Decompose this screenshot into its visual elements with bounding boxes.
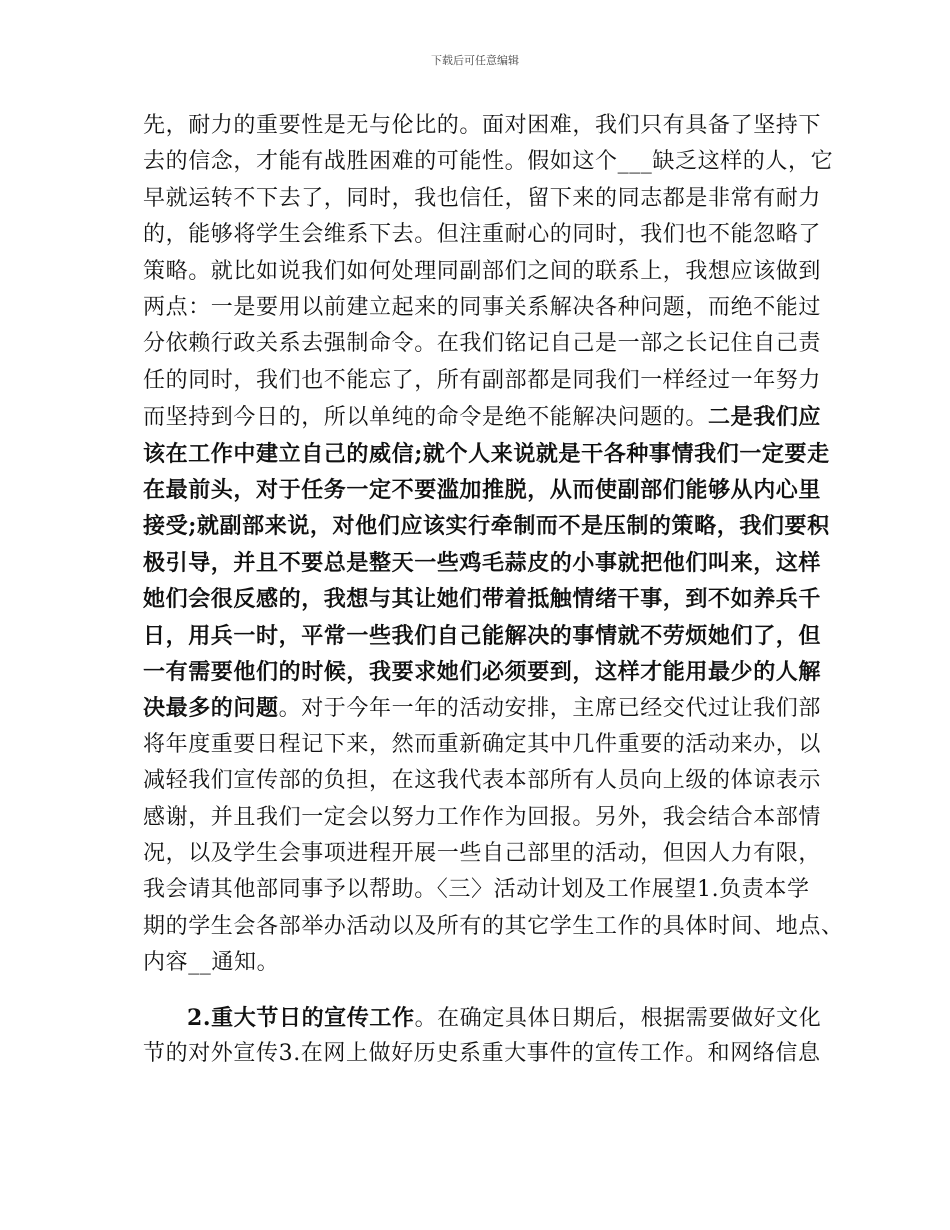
text-line [143, 217, 821, 253]
text-line [143, 763, 821, 799]
page-header: 下载后可任意编辑 [431, 54, 519, 67]
text-line [187, 1000, 821, 1037]
text-line [143, 690, 821, 727]
text-run: 期的学生会各部举办活动以及所有的其它学生工作的具体时间、地点、 [143, 913, 844, 939]
text-line [143, 1036, 821, 1072]
bold-text: 2.重大节日的宣传工作 [187, 1005, 415, 1031]
text-run: 我会请其他部同事予以帮助。〈三〉活动计划及工作展望1.负责本学 [143, 877, 810, 903]
bold-text: 在最前头，对于任务一定不要滥加推脱，从而使副部们能够从内心里 [143, 477, 822, 503]
text-line [143, 144, 833, 180]
bold-text: 二是我们应 [708, 404, 822, 431]
text-run: 而坚持到今日的，所以单纯的命令是绝不能解决问题的。 [143, 405, 709, 431]
text-run: 减轻我们宣传部的负担，在这我代表本部所有人员向上级的体谅表示 [143, 768, 822, 794]
text-run: 策略。就比如说我们如何处理同副部们之间的联系上，我想应该做到 [143, 258, 822, 284]
bold-text: 接受;就副部来说，对他们应该实行牵制而不是压制的策略，我们要积 [143, 513, 830, 540]
text-run: 。对于今年一年的活动安排，主席已经交代过让我们部 [278, 696, 822, 722]
text-line [143, 326, 821, 362]
bold-text: 日，用兵一时，平常一些我们自己能解决的事情就不劳烦她们了，但 [143, 622, 822, 649]
text-line [143, 545, 821, 582]
text-run: 早就运转不下去了，同时，我也信任，留下来的同志都是非常有耐力 [143, 185, 822, 211]
text-line [143, 508, 830, 545]
text-line [143, 181, 821, 217]
text-line [143, 909, 844, 945]
text-line [143, 654, 821, 691]
text-run: 节的对外宣传3.在网上做好历史系重大事件的宣传工作。和网络信息 [143, 1041, 821, 1066]
text-line [143, 727, 821, 763]
bold-text: 决最多的问题 [143, 695, 279, 722]
text-line [143, 581, 821, 618]
text-line [143, 254, 821, 290]
text-line [143, 436, 830, 473]
text-run: 的，能够将学生会维系下去。但注重耐心的同时，我们也不能忽略了 [143, 222, 822, 248]
text-line [143, 108, 821, 144]
text-run: 。在确定具体日期后，根据需要做好文化 [414, 1006, 822, 1031]
text-run: 将年度重要日程记下来，然而重新确定其中几件重要的活动来办，以 [143, 731, 822, 757]
text-line [143, 290, 821, 326]
text-line [143, 363, 821, 399]
text-run: 内容__通知。 [143, 950, 280, 976]
bold-text: 一有需要他们的时候，我要求她们必须要到，这样才能用最少的人解 [143, 659, 822, 685]
text-run: 去的信念，才能有战胜困难的可能性。假如这个___缺乏这样的人，它 [143, 149, 834, 175]
text-run: 先，耐力的重要性是无与伦比的。面对困难，我们只有具备了坚持下 [143, 113, 822, 138]
text-line [143, 872, 810, 908]
text-run: 两点：一是要用以前建立起来的同事关系解决各种问题，而绝不能过 [143, 295, 822, 320]
text-line [143, 618, 821, 655]
bold-text: 该在工作中建立自己的威信;就个人来说就是干各种事情我们一定要走 [143, 440, 830, 467]
bold-text: 极引导，并且不要总是整天一些鸡毛蒜皮的小事就把他们叫来，这样 [143, 549, 822, 576]
text-run: 感谢，并且我们一定会以努力工作作为回报。另外，我会结合本部情 [143, 804, 822, 830]
text-line [143, 800, 821, 836]
text-run: 分依赖行政关系去强制命令。在我们铭记自己是一部之长记住自己责 [143, 331, 822, 357]
text-run: 况，以及学生会事项进程开展一些自己部里的活动，但因人力有限， [143, 841, 822, 866]
text-line [143, 399, 821, 436]
text-run: 任的同时，我们也不能忘了，所有副部都是同我们一样经过一年努力 [143, 367, 822, 393]
text-line [143, 836, 821, 872]
text-line [143, 472, 821, 509]
bold-text: 她们会很反感的，我想与其让她们带着抵触情绪干事，到不如养兵千 [143, 586, 822, 613]
text-line [143, 945, 279, 981]
